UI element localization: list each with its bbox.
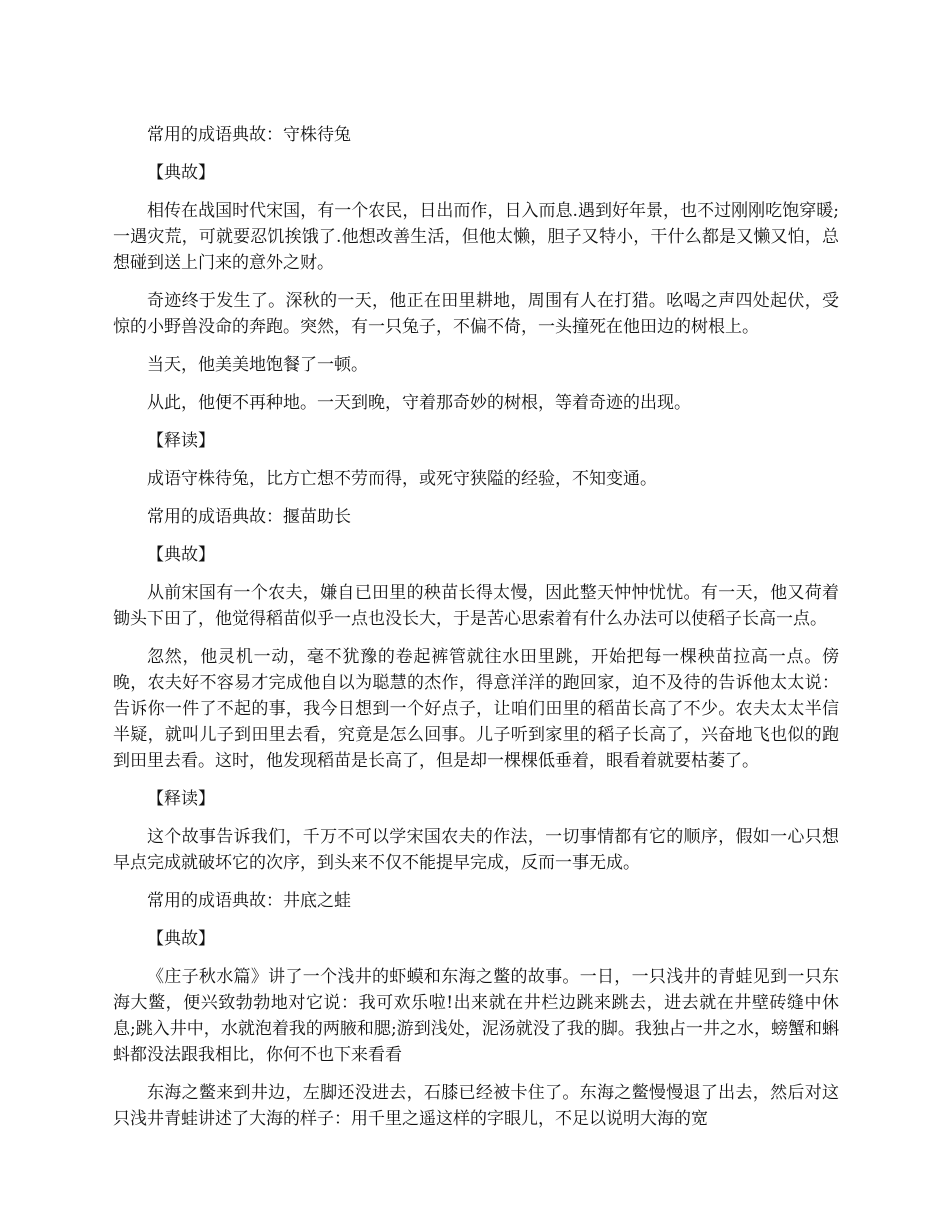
section-title: 常用的成语典故：守株待兔 (147, 125, 351, 145)
section-title: 常用的成语典故：揠苗助长 (147, 507, 351, 527)
section-label: 【典故】 (147, 929, 215, 949)
paragraph: 成语守株待兔，比方亡想不劳而得，或死守狭隘的经验，不知变通。 (147, 469, 657, 489)
paragraph: 从前宋国有一个农夫，嫌自已田里的秧苗长得太慢，因此整天忡忡忧忧。有一天，他又荷着锄头下田了，他觉得稻苗似乎一点也没长大，于是苦心思索着有什么办法可以使稻子长高一点。 (113, 583, 839, 629)
paragraph: 当天，他美美地饱餐了一顿。 (147, 355, 368, 375)
paragraph: 《庄子秋水篇》讲了一个浅井的虾蟆和东海之鳖的故事。一日，一只浅井的青蛙见到一只东海大鳖，便兴致勃勃地对它说：我可欢乐啦!出来就在井栏边跳来跳去，进去就在井壁砖缝中休息;跳入井中，水就泡着我的两腋和腮;游到浅处，泥汤就没了我的脚。我独占一井之水，螃蟹和蝌蚪都没法跟我相比，你何不也下来看看 (113, 967, 839, 1065)
paragraph: 这个故事告诉我们，千万不可以学宋国农夫的作法，一切事情都有它的顺序，假如一心只想早点完成就破坏它的次序，到头来不仅不能提早完成，反而一事无成。 (113, 827, 839, 873)
paragraph: 东海之鳖来到井边，左脚还没进去，石膝已经被卡住了。东海之鳖慢慢退了出去，然后对这只浅井青蛙讲述了大海的样子：用千里之遥这样的字眼儿，不足以说明大海的宽 (113, 1083, 839, 1129)
section-label: 【典故】 (147, 163, 215, 183)
document-body (113, 122, 839, 1144)
section-title: 常用的成语典故：井底之蛙 (147, 891, 351, 911)
paragraph: 奇迹终于发生了。深秋的一天，他正在田里耕地，周围有人在打猎。吆喝之声四处起伏，受惊的小野兽没命的奔跑。突然，有一只兔子，不偏不倚，一头撞死在他田边的树根上。 (113, 291, 839, 337)
section-label: 【释读】 (147, 789, 215, 809)
section-label: 【释读】 (147, 431, 215, 451)
paragraph: 忽然，他灵机一动，毫不犹豫的卷起裤管就往水田里跳，开始把每一棵秧苗拉高一点。傍晚，农夫好不容易才完成他自以为聪慧的杰作，得意洋洋的跑回家，迫不及待的告诉他太太说：告诉你一件了不起的事，我今日想到一个好点子，让咱们田里的稻苗长高了不少。农夫太太半信半疑，就叫儿子到田里去看，究竟是怎么回事。儿子听到家里的稻子长高了，兴奋地飞也似的跑到田里去看。这时，他发现稻苗是长高了，但是却一棵棵低垂着，眼看着就要枯萎了。 (113, 647, 839, 771)
section-label: 【典故】 (147, 545, 215, 565)
paragraph: 从此，他便不再种地。一天到晚，守着那奇妙的树根，等着奇迹的出现。 (147, 393, 691, 413)
paragraph: 相传在战国时代宋国，有一个农民，日出而作，日入而息.遇到好年景，也不过刚刚吃饱穿暖;一遇灾荒，可就要忍饥挨饿了.他想改善生活，但他太懒，胆子又特小，干什么都是又懒又怕，总想碰到送上门来的意外之财。 (113, 201, 839, 273)
